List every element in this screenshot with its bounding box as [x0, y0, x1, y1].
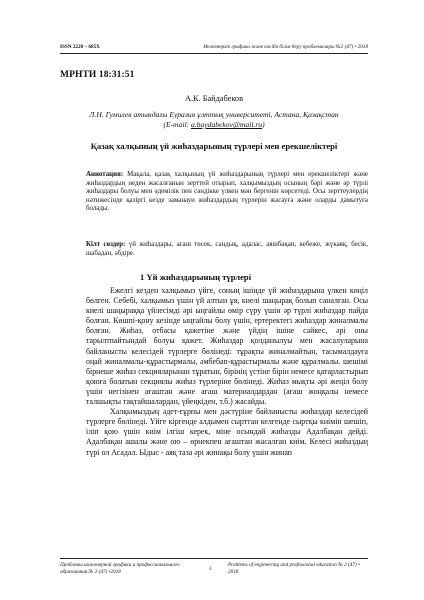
journal-name: Инженерлік графика және кәсіби білім беру проблемалары №2 (47) • 2018: [203, 44, 368, 50]
affiliation-line: Л.Н. Гумилев атындағы Еуразия ұлттық университеті, Астана, Қазақстан: [89, 110, 339, 119]
author-affiliation: [60, 110, 368, 130]
footer-right: Problems of engineering and professional education № 2 (47) • 2018: [228, 562, 360, 575]
keywords-text: үй жиһаздары, ағаш төсек, сандық, адалас, аяшбақан, кебеже, жүкаяқ, бесік, шабадан, әбдіре.: [86, 241, 368, 257]
email-line: [60, 120, 368, 130]
article-title: Қазақ халқының үй жиһаздарының түрлері мен ерекшеліктері: [90, 141, 338, 151]
page-number: 3: [209, 566, 212, 572]
keywords: [86, 240, 368, 258]
abstract-text: Мақала, қазақ халқының үй жиһаздарының түрлері мен ерекшеліктері және жиһаздардың неден жасалғанын зерттей отырып, халқымыздың осының бәрі және әр түрлі жиһаздары болуы мен әдемілік пен сәндікке үлкен мән бергенін көрсетеді. Осы зерттеулердің нәтижесінде қазіргі кезде заманауи жиһаздардың түрлерін жасауға және оларды дамытуға болады.: [86, 171, 368, 213]
body-text: [86, 286, 368, 458]
email-suffix: ): [262, 120, 265, 129]
body-paragraph-2: Халқымыздың әдет-ғұрпы мен дәстүріне байланысты жиһаздар келесідей түрлерге бөлінеді. Үйге кіргенде алдымен сырттан келгенде сыртқы киімін шешіп, іліп қою үшін киім ілгіш керек, міне осындай жиһазды Адалбақан дейді. Адалбақан ашалы және ою – өрнекпен ағаштан жасалған киім. Келесі жиһаздың түрі ол Асадал. Ыдыс - аяқ таза әрі жинақы болу үшін жинап: [86, 407, 368, 457]
issn-label: ISSN 2220 – 685X: [60, 44, 100, 50]
abstract: [86, 171, 368, 214]
email-prefix: (E-mail:: [163, 120, 191, 129]
abstract-label: Аннотация:: [86, 171, 124, 178]
footer-rule: [60, 558, 368, 559]
section-heading: 1 Үй жиһаздарының түрлері: [140, 272, 252, 282]
author-name: А.К. Байдабеков: [184, 94, 243, 103]
email-link[interactable]: a.baydabekov@mail.ru: [190, 120, 263, 129]
mrnti-code: МРНТИ 18:31:51: [60, 70, 135, 80]
footer-left: Проблемы инженерной графики и профессионального образования № 2 (47) •2018: [60, 562, 180, 575]
header-rule: [60, 53, 368, 54]
body-paragraph-1: Ежелгі кезден халқымыз үйге, соның ішінде үй жиһаздарына үлкен көңіл бөлген. Себебі, халқымыз үшін үй алтын ұя, киелі шаңырақ болып саналған. Осы киелі шаңыраққа үйлесімді әрі ыңғайлы өмір сүру үшін әр түрлі жиһаздар пайда болған. Көшпі-қону кезінде ыңғайлы болу үшін, ертеректегі жиһаздар жиналмалы болған. Жиһаз, отбасы қажетіне және үйдің ішіне сәйкес, әрі оны тарылтпайтындай болуы қажет. Жиһаздар қолданылуы мен жасалуларына байланысты келесідей түрлерге бөлінеді: тұрақты жиналмайтын, тасымалдауға оңай жиналмалы-құрастырмалы, әмбебап-құрастырмалы және құралмалы. шешімі бірнеше жиһаз секцияларынан тұратын, бірінің үстіне бірін немесе қатарластырып қоюға болатын секциялы жиһаз түрлеріне бөлінеді. Жиһаз мықты әрі жеңіл болу үшін негізінен ағаштан және ағаш материалдардан (ағаш жоңқалы немесе талшықты тақтайшалардан, үйеңкіден, т.б.) жасайды.: [86, 286, 368, 407]
keywords-label: Кілт сөздер:: [86, 241, 126, 248]
